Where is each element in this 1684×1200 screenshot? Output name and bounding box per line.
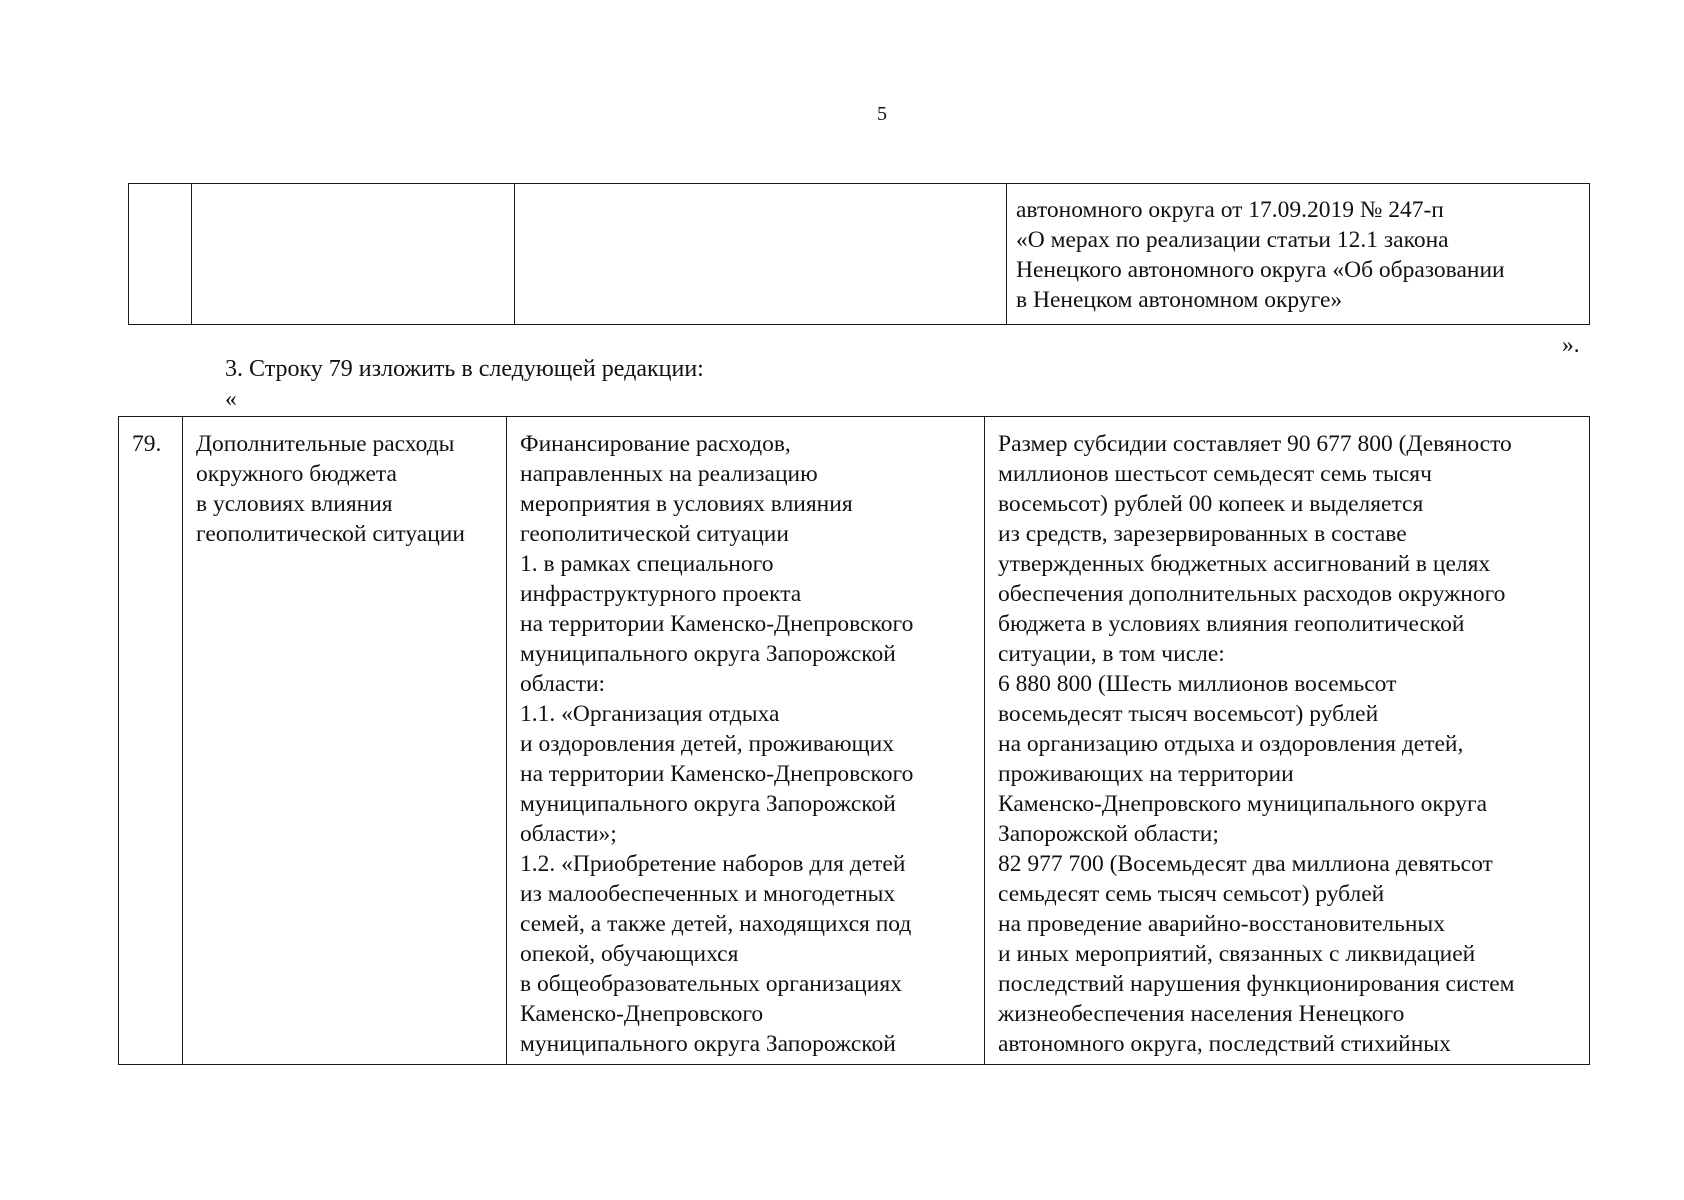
closing-quote: ». — [1562, 332, 1580, 358]
opening-quote: « — [225, 386, 237, 412]
row-79-table — [118, 416, 1590, 1065]
table-cell-purpose — [515, 184, 1007, 325]
table-cell-name — [192, 184, 515, 325]
table-row — [119, 417, 1590, 1065]
row-name-cell — [183, 417, 507, 1065]
page-number: 5 — [877, 103, 887, 125]
row-number: 79. — [132, 431, 162, 457]
previous-row-details-text: автономного округа от 17.09.2019 № 247-п «О мерах по реализации статьи 12.1 закона Ненецкого автономного округа «Об образовании в Ненецком автономном округе» — [1016, 197, 1505, 313]
row-number-cell — [119, 417, 183, 1065]
row-name: Дополнительные расходы окружного бюджета в условиях влияния геополитической ситуации — [196, 431, 465, 547]
previous-row-table — [128, 183, 1590, 325]
row-purpose-cell — [507, 417, 985, 1065]
row-details-cell — [985, 417, 1590, 1065]
table-cell-details — [1007, 184, 1590, 325]
table-cell-number — [129, 184, 192, 325]
row-purpose: Финансирование расходов, направленных на реализацию мероприятия в условиях влияния геополитической ситуации 1. в рамках специального инфраструктурного проекта на территории Каменско-Днепровского муниципального округа Запорожской области: 1.1. «Организация отдыха и оздоровления детей, проживающих на территории Каменско-Днепровского муниципального округа Запорожской области»; 1.2. «Приобретение наборов для детей из малообеспеченных и многодетных семей, а также детей, находящихся под опекой, обучающихся в общеобразовательных организациях Каменско-Днепровского муниципального округа Запорожской — [520, 431, 914, 1057]
row-details: Размер субсидии составляет 90 677 800 (Девяносто миллионов шестьсот семьдесят семь тысяч восемьсот) рублей 00 копеек и выделяется из средств, зарезервированных в составе утвержденных бюджетных ассигнований в целях обеспечения дополнительных расходов окружного бюджета в условиях влияния геополитической ситуации, в том числе: 6 880 800 (Шесть миллионов восемьсот восемьдесят тысяч восемьсот) рублей на организацию отдыха и оздоровления детей, проживающих на территории Каменско-Днепровского муниципального округа Запорожской области; 82 977 700 (Восемьдесят два миллиона девятьсот семьдесят семь тысяч семьсот) рублей на проведение аварийно-восстановительных и иных мероприятий, связанных с ликвидацией последствий нарушения функционирования систем жизнеобеспечения населения Ненецкого автономного округа, последствий стихийных — [998, 431, 1515, 1057]
table-row — [129, 184, 1590, 325]
amendment-instruction: 3. Строку 79 изложить в следующей редакции: — [225, 356, 704, 382]
